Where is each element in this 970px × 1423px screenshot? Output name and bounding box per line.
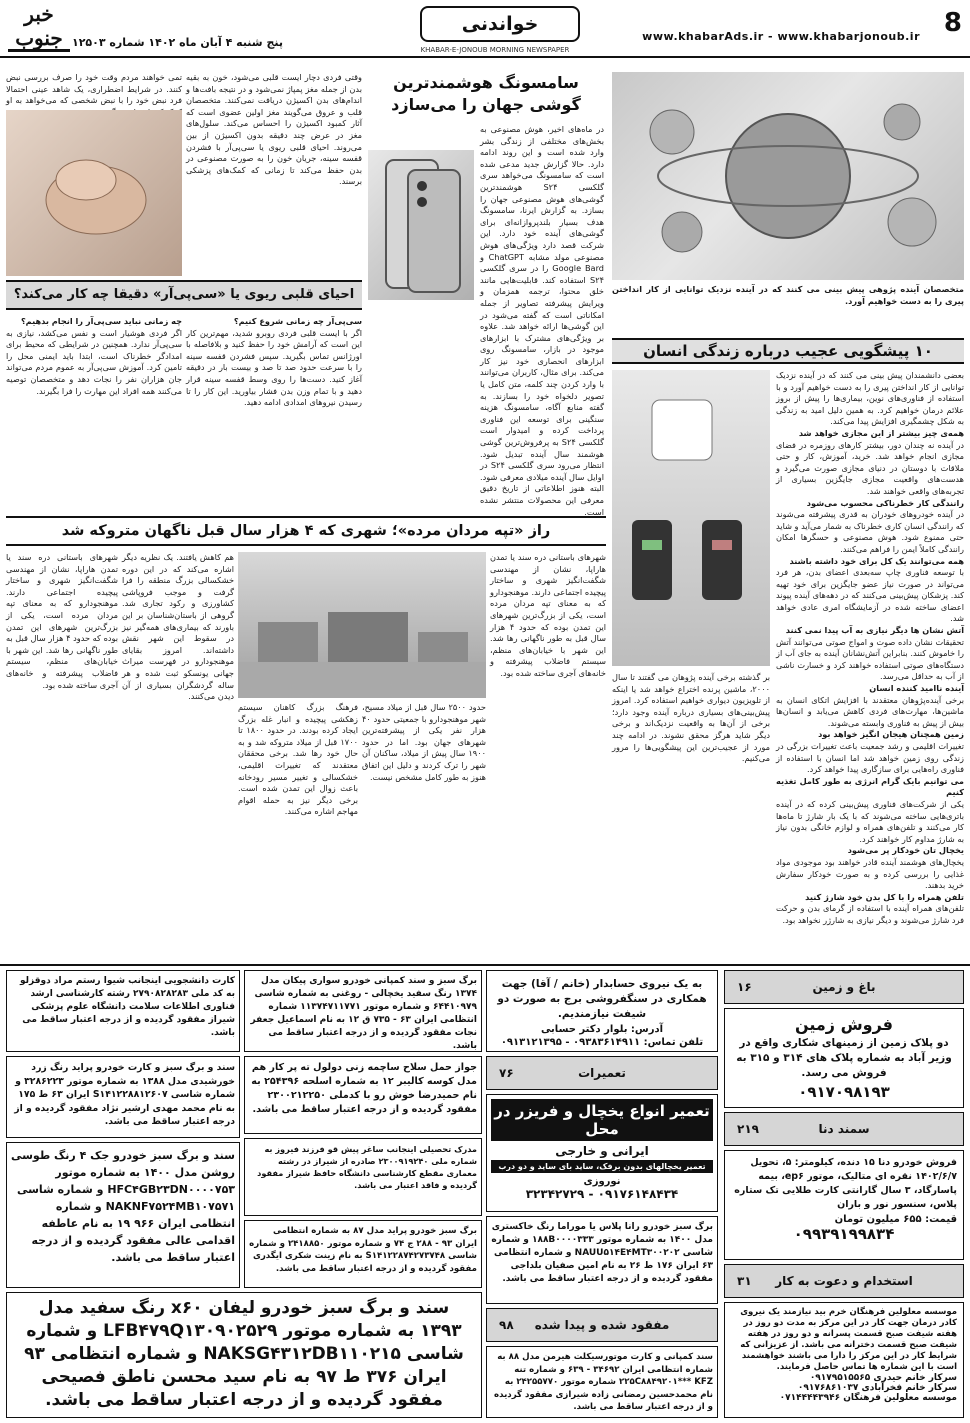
ad-acc-title: به یک نیروی حسابدار (خانم / آقا) جهت همکاری در سنگفروشی برج به صورت دو شیفت نیازمندیم.: [497, 978, 707, 1020]
future-body2: در آینده نه چندان دور، بیشتر کارهای روزمره در فضای مجازی انجام خواهد شد. خرید، آموزش، کار و حتی ملاقات با دوستان در دنیای مجازی صورت می‌گیرد و هدست‌های واقعیت مجازی جایگزین بسیاری از تجربه‌های واقعی خواهند شد.: [776, 439, 964, 496]
ad-job-body: موسسه معلولین فرهنگان خرم بید نیازمند یک نیروی کادر درمان جهت کار در این مرکز به مدت دو روز در هفته شیفت صبح قسمت پسرانه و دو روز در هفته شیفت صبح قسمت دخترانه می باشد. از عزیزانی که شرایط کار در این مرکز را دارا می باشند خواهشمند است با این شماره ها تماس حاصل فرمایند.: [740, 1307, 957, 1372]
future-body9: یخچال‌های هوشمند آینده قادر خواهند بود موجودی مواد غذایی را بررسی کرده و به صورت خودکار سفارش خرید بدهند.: [776, 856, 964, 891]
ad-job-c3: موسسه معلولین فرهنگان ۰۷۱۴۴۴۴۳۹۴۶: [779, 1393, 957, 1403]
classifieds-rule: [0, 964, 970, 966]
heart-body4: اگر فردی هوشیار است و نفس می‌کشد، نیازی به سی‌پی‌آر ندارد. همچنین در شرایطی که محیط برای امدادگر خطرناک است، ابتدا باید ایمنی محل را تامین کرد. آموزش سی‌پی‌آر به عموم مردم می‌تواند جان هزاران نفر را نجات دهد و متخصصان توصیه می‌کنند همه افراد این مهارت را فرا بگیرند.: [6, 327, 182, 396]
future-sub3: رانندگی کار خطرناکی محسوب می‌شود: [806, 497, 964, 508]
heart-sub2: چه زمانی نباید سی‌پی‌آر را انجام بدهیم؟: [20, 316, 182, 326]
future-sub1: متخصصان آینده پژوهی پیش بینی می کنند که در آینده نزدیک توانایی از کار انداختن پیری را به دست خواهیم آورد.: [612, 284, 964, 306]
cat-lost-label: مفقود شده و پیدا شده: [534, 1318, 670, 1332]
future-body7: تغییرات اقلیمی و رشد جمعیت باعث تغییرات بزرگی در زندگی روی زمین خواهد شد اما انسان با استفاده از فناوری راه‌هایی برای سازگاری پیدا خواهد کرد.: [776, 741, 964, 775]
ad-lost1: [6, 970, 240, 1052]
phone-charging-image: [612, 370, 770, 666]
cat-dena-label: سمند دنا: [818, 1122, 870, 1136]
future-col-right: [612, 284, 964, 326]
ad-land: [724, 1008, 964, 1108]
future-sub2: همه‌ی چیز بیشتر از این مجازی خواهد شد: [798, 427, 964, 438]
city-body3: فرهنگ بزرگ کاهنان سیستم زهکشی پیچیده و انبار غله بزرگ ایجاد کرده بودند. در حدود ۱۸۰۰ تا ۱۷۰۰ قبل از میلاد متروکه شد و به حال خود رها شد. برخی محققان معتقدند که تغییرات اقلیمی، خشکسالی و تغییر مسیر رودخانه باعث زوال این تمدن شده است. برخی دیگر نیز به حمله اقوام مهاجم اشاره می‌کنند.: [238, 702, 358, 817]
ad-accountant: [486, 970, 718, 1052]
ad-repair-sub: ایرانی و خارجی: [555, 1144, 649, 1158]
cat-job-label: استخدام و دعوت به کار: [775, 1274, 913, 1288]
ad-lost8: [486, 1216, 718, 1304]
ad-lost2: [244, 970, 482, 1052]
ad-job: [724, 1302, 964, 1418]
samsung-body: در ماه‌های اخیر، هوش مصنوعی به بخش‌های مختلفی از زندگی بشر وارد شده است و این روند ادامه دارد. حالا گزارش جدید مدعی شده است که سامسونگ می‌خواهد سری گلکسی S۲۴ هوشمندترین گوشی‌های هوش مصنوعی جهان را بسازد. به گزارش ایرنا، سامسونگ هدف بسیار بلندپروازانه‌ای برای گوشی‌های آینده خود دارد. این شرکت قصد دارد ویژگی‌های هوش مصنوعی مولد مشابه ChatGPT و Google Bard را در سری گلکسی S۲۴ استفاده کند. قابلیت‌هایی مانند خلق محتوا، ترجمه همزمان و ویرایش پیشرفته تصاویر از جمله امکاناتی است که گفته می‌شود در این گوشی‌ها ارائه خواهد شد. علاوه بر ویژگی‌های مشترک با ابزارهای موجود در بازار، سامسونگ روی ابزارهای انحصاری خود نیز کار می‌کند. برای مثال، کاربران می‌توانند با وارد کردن چند کلمه، متن کامل یا تصویر دلخواه خود را بسازند. به گفته منابع آگاه، سامسونگ هزینه سنگینی برای توسعه این فناوری پرداخت کرده و امیدوار است گلکسی S۲۴ به پرفروش‌ترین گوشی هوشمند سال آینده تبدیل شود. انتظار می‌رود سری گلکسی S۲۴ در اوایل سال آینده میلادی معرفی شود. البته هنوز اطلاعاتی از تاریخ دقیق معرفی این محصولات منتشر نشده است.: [480, 124, 604, 517]
ad-lost5: [6, 1142, 240, 1288]
future-sub7: زمین همچنان هیجان انگیز خواهد بود: [818, 729, 964, 740]
cat-land: [724, 970, 964, 1004]
cat-repair-num: ۷۶: [499, 1066, 514, 1080]
future-illustration: [612, 72, 964, 280]
future-body8: یکی از شرکت‌های فناوری پیش‌بینی کرده که در آینده باتری‌هایی ساخته می‌شوند که با یک بار شارژ تا ماه‌ها کار می‌کنند و تلفن‌های همراه و لوازم خانگی بدون نیاز به شارژ مداوم کار خواهند کرد.: [776, 798, 964, 844]
ad-lost3: [6, 1056, 240, 1138]
ad-dena: [724, 1150, 964, 1260]
globe-icon: [612, 72, 964, 280]
ad-job-c2: سرکار خانم فخرآبادی ۰۹۱۷۶۸۶۱۰۳۷: [797, 1383, 957, 1393]
ad-dena-price: قیمت: ۶۵۵ میلیون تومان: [834, 1214, 957, 1225]
ad-repair-phone: ۰۹۱۷۶۱۴۸۴۳۴ - ۳۲۳۴۲۷۲۹: [525, 1187, 679, 1201]
future-body3: در آینده خودروهای خودران به قدری پیشرفته می‌شوند که رانندگی انسان کاری خطرناک به شمار می‌آید و شاید حتی ممنوع شود. هوش مصنوعی و حسگرها امکان رانندگی کاملاً ایمن را فراهم می‌کنند.: [776, 509, 964, 554]
future-body5: تحقیقات نشان داده صوت و امواج صوتی می‌توانند آتش را خاموش کنند. بنابراین آتش‌نشانان آینده به جای آب از دستگاه‌های صوتی استفاده خواهند کرد و خسارت ناشی از آب به حداقل می‌رسد.: [776, 636, 964, 682]
ad-acc-addr: آدرس: بلوار دکتر حسابی: [540, 1024, 664, 1035]
future-title: ۱۰ پیشگویی عجیب درباره زندگی انسان: [643, 342, 933, 360]
heart-body-left: تمی خواهند مردم وقت خود را صرف بررسی نبض کنند. در شرایط اضطراری، یک شاهد عینی احتمالا فرد نبض خود را با نبض شخصی که می‌خواهد به او: [6, 72, 182, 106]
header-urls: www.khabarAds.ir - www.khabarjonoub.ir: [642, 30, 920, 43]
section-title: خواندنی: [420, 6, 580, 42]
lost9-text: سند کمپانی و کارت موتورسیکلت هیرمن مدل ۸۸ به شماره انتظامی ایران ۳۴۶۹۲ - ۶۳۹ و شماره تنه ۲۲۵C۸۸۴۹۲۰۱*** KFZ شماره موتور ۲۴۲۵۵۷۷۰ به نام محمدحسین رمضانی زاده شیرازی مفقود گردیده و از درجه اعتبار ساقط می باشد.: [494, 1352, 713, 1412]
heart-col-left: [6, 316, 182, 510]
lost8-text: برگ سبز خودرو رانا پلاس یا موراما رنگ خاکستری مدل ۱۴۰۰ به شماره موتور ۱۸۸B۰۰۰۰۳۳۳ و شماره شاسی NAUU۵۱۴E۴MT۳۰۰۲۰۲ و شماره انتظامی ۶۳ ایران ۱۷۶ ط ۲۶ به نام امین صفیان بلداجی مفقود گردیده و از درجه اعتبار ساقط می باشد.: [491, 1222, 713, 1284]
ad-repair-title: تعمیر انواع یخچال و فریزر در محل: [491, 1099, 713, 1141]
future-col-a: [612, 326, 964, 338]
future-sub8: می توانیم بایک گرام انرژی به طور کامل تغذیه کنیم: [776, 775, 964, 798]
future-sub5: آتش نشان ها دیگر نیازی به آب پیدا نمی کنند: [785, 625, 964, 636]
phone-icon: [612, 370, 770, 666]
future-body6: برخی آینده‌پژوهان معتقدند با افزایش اتکای انسان به ماشین‌ها، مهارت‌های فردی کاهش می‌یابد و انسان‌ها بیش از پیش به فناوری وابسته می‌شوند.: [776, 694, 964, 728]
heart-sub1: سی‌پی‌آر چه زمانی شروع کنیم؟: [233, 316, 362, 326]
heart-body3: اگر با ایست قلبی فردی روبرو شدید، مهم‌ترین کار این است که آرامش خود را حفظ کنید و بلافاصله با اورژانس تماس بگیرید. سپس فشردن قفسه سینه را با سرعت حدود صد تا صد و بیست بار در دقیقه آغاز کنید. دست‌ها را روی وسط قفسه سینه قرار دهید و با تمام وزن بدن فشار بیاورید. این کار را تا رسیدن نیروهای امدادی ادامه دهید.: [186, 327, 362, 408]
cat-dena: [724, 1112, 964, 1146]
issue-date: پنج شنبه ۴ آبان ماه ۱۴۰۲ شماره ۱۲۵۰۳: [72, 36, 283, 49]
ad-repair-name: نوروزی: [583, 1176, 621, 1187]
future-title-bar: [612, 338, 964, 364]
ruins-image: [238, 552, 486, 698]
cat-lost-num: ۹۸: [499, 1318, 514, 1332]
future-body-right: [776, 370, 964, 962]
cat-job-num: ۳۱: [737, 1274, 752, 1288]
future-sub10: تلفن همراه را با کل بدن خود شارژ کنید: [805, 891, 964, 902]
cat-land-num: ۱۶: [737, 980, 752, 994]
future-sub4: همه می‌توانند یک کل برای خود داشته باشند: [789, 555, 964, 566]
future-body10: تلفن‌های همراه آینده با استفاده از گرمای بدن و حرکت فرد شارژ می‌شوند و دیگر نیازی به شارژر نخواهد بود.: [776, 903, 964, 925]
cat-land-label: باغ و زمین: [812, 980, 876, 994]
ad-lost4: [244, 1056, 482, 1134]
heart-body1: وقتی فردی دچار ایست قلبی می‌شود، خون به بقیه بدن از جمله مغز پمپاژ نمی‌شود و در نتیجه بافت‌ها و اندام‌های بدن اکسیژن دریافت نمی‌کنند. متخصصان قلب و عروق می‌گویند مغز اولین عضوی است که آثار کمبود اکسیژن را احساس می‌کند. سلول‌های مغز در عرض چند دقیقه بدون اکسیژن از بین می‌روند. احیای قلبی ریوی یا سی‌پی‌آر با فشردن قفسه سینه، جریان خون را به صورت مصنوعی در بدن حفظ می‌کند تا زمانی که کمک‌های پزشکی برسند.: [186, 72, 362, 187]
cpr-image: [6, 110, 182, 276]
city-body5: شهرهای باستانی دره سند یا تمدن هاراپا، نشان از مهندسی شگفت‌انگیز شهری و ساختار پیچیده اجتماعی دارند. موهنجودارو که به معنای تپه مردان مرده است، یکی از بزرگ‌ترین شهرهای این تمدن بوده که حدود ۴ هزار سال قبل به طور ناگهانی رها شد. این شهر با خیابان‌های منظم، سیستم فاضلاب پیشرفته و خانه‌های آجری ساخته شده بود.: [6, 552, 119, 690]
lost2-text: برگ سبز و سند کمپانی خودرو سواری پیکان مدل ۱۳۷۴ رنگ سفید یخچالی - روغنی به شماره شاسی ۶۴۴۱۰۹۷۹ و شماره موتور ۱۱۳۷۴۷۱۱۷۷۱ شماره انتظامی ایران ۶۳ - ۷۳۵ ق ۱۲ به نام اسماعیل جعفر نجات مفقود گردیده و از درجه اعتبار ساقط می باشد.: [250, 976, 477, 1051]
ad-land-phone: ۰۹۱۷۰۹۸۱۹۳: [798, 1083, 890, 1101]
page-number: 8: [943, 8, 962, 38]
ruins-icon: [238, 552, 486, 698]
ad-acc-phone: تلفن تماس: ۰۹۳۸۳۶۱۴۹۱۱ - ۰۹۱۳۱۲۱۳۹۵: [500, 1037, 704, 1048]
ad-land-body: دو پلاک زمین از زمینهای شکاری واقع در وزیر آباد به شماره پلاک های ۳۱۴ و ۳۱۵ به فروش می رسد.: [736, 1037, 952, 1079]
city-title-bar: [6, 516, 606, 546]
lost4-text: جواز حمل سلاح ساچمه زنی دولول ته پر کار هم مدل کوسه کالیبر ۱۲ به شماره اسلحه ۲۵۴۳۹۶ به نام حمیدرضا خوش رو با کدملی ۲۳۰۰۲۱۲۲۵۰ مفقود گردیده و از درجه اعتبار ساقط می باشد.: [251, 1062, 477, 1115]
city-body4: هم کاهش یافتند. یک نظریه دیگر اشاره می‌کند که در این دوره خشکسالی بزرگ منطقه را فرا گرفت و موجب فروپاشی کشاورزی و رکود تجاری شد. گروهی از باستان‌شناسان بر این باورند که بیماری‌های همه‌گیر نیز در سقوط این شهر نقش داشته‌اند. امروز بقایای موهنجودارو در فهرست میراث جهانی یونسکو ثبت شده و هر ساله گردشگران بسیاری از آن دیدن می‌کنند.: [122, 552, 234, 702]
heart-col-right: [186, 316, 362, 510]
ad-land-title: فروش زمین: [794, 1015, 894, 1034]
heart-title: احیای قلبی ریوی یا «سی‌پی‌آر» دقیقا چه کار می‌کند؟: [13, 287, 355, 302]
lost5-text: سند و برگ سبز خودرو جک ۴ رنگ طوسی روشن مدل ۱۴۰۰ به شماره موتور HFC۴GB۲۳DN۰۰۰۰۷۵۳ و شماره شاسی NAKNF۷۵۲۴MB۱۰۷۵۷۱ و شماره انتظامی ایران ۹۶۶ ۱۹ به نام عاطفه اقدامی عالی مفقود گردیده و از درجه اعتبار ساقط می باشد.: [10, 1149, 235, 1264]
future-body4: با توسعه فناوری چاپ سه‌بعدی اعضای بدن، هر فرد می‌تواند در صورت نیاز عضو جایگزین برای خود تهیه کند. پزشکان پیش‌بینی می‌کنند که در دهه‌های آینده پیوند اعضای ساخته شده در آزمایشگاه امری عادی خواهد شد.: [776, 567, 964, 624]
future-sub6: آینده ناامید کننده انسان: [869, 683, 964, 694]
ad-job-c1: سرکار خانم حیدری ۰۹۱۷۹۵۱۵۵۶۵: [809, 1373, 957, 1383]
ad-dena-body: فروش خودرو دنا ۱۵ دنده، کیلومتر: ۵، تحویل ۱۴۰۲/۶/۷ نقره ای متالیک، موتور ep۶، بیمه پاسارگاد، ۳ سال گارانتی کارت طلایی تک ستاره پلاس، سنسور نور و باران: [734, 1157, 957, 1210]
ad-lost7: [244, 1220, 482, 1288]
lost7-text: برگ سبز خودرو پراید مدل ۸۷ به شماره انتظامی ایران ۹۳ - ۲۸۸ ج ۷۴ و شماره موتور ۲۴۱۸۸۵۰ و شماره شاسی S۱۴۱۲۲۸۷۴۲۷۳۷۴۸ به نام زینت شکری ایگدری مفقود گردیده و از درجه اعتبار ساقط می باشد.: [249, 1226, 477, 1274]
samsung-body-lower: [368, 304, 478, 510]
city-body2: حدود ۲۵۰۰ سال قبل از میلاد مسیح، شهر موهنجودارو با جمعیتی حدود ۴۰ هزار نفر یکی از پیشرفته‌ترین شهرهای جهان بود. اما در حدود ۱۹۰۰ سال پیش از میلاد، ساکنان آن شهر را ترک کردند و دلیل این اتفاق هنوز به طور کامل مشخص نیست.: [362, 702, 486, 782]
ad-lost10: [6, 1292, 482, 1418]
future-sub9: یخچال تان خودکار پر می‌شود: [847, 845, 964, 856]
header-rule: [0, 56, 970, 58]
ad-lost6: [244, 1138, 482, 1216]
future-body-left: بر گذشته برخی آینده پژوهان می گفتند تا سال ۲۰۰۰، ماشین پرنده اختراع خواهد شد یا اینکه از تلویزیون دیواری خواهیم استفاده کرد. امروز پیش‌بینی‌های بسیاری درباره آینده وجود دارد؛ برخی از آن‌ها به واقعیت نزدیک‌اند و برخی دیگر شاید هرگز محقق نشوند. در ادامه چند مورد از عجیب‌ترین این پیشگویی‌ها را مرور می‌کنیم.: [612, 672, 770, 764]
header-subtitle: KHABAR-E-JONOUB MORNING NEWSPAPER: [420, 46, 570, 54]
cat-dena-num: ۲۱۹: [737, 1122, 759, 1136]
lost6-text: مدرک تحصیلی اینجانب ساغر پیش قو فرزند فیروز به شماره ملی ۲۳۰۰۹۱۹۲۴۰ صادره از شیراز در رشته معماری مقطع کارشناسی دانشگاه حافظ شیراز مفقود گردیده و فاقد اعتبار می باشد.: [257, 1144, 477, 1190]
logo: خبر جنوب: [8, 2, 70, 52]
heart-title-bar: [6, 280, 362, 310]
ad-dena-phone: ۰۹۹۳۹۱۹۹۸۳۴: [793, 1225, 895, 1243]
city-title: راز «تپه مردان مرده»؛ شهری که ۴ هزار سال قبل ناگهان متروکه شد: [61, 523, 551, 539]
cat-job: [724, 1264, 964, 1298]
samsung-title: سامسونگ هوشمندترین گوشی جهان را می‌سازد: [391, 73, 581, 114]
ad-lost9: [486, 1346, 718, 1418]
hands-icon: [6, 110, 182, 276]
page-header: [0, 0, 970, 58]
future-body1: بعضی دانشمندان پیش بینی می کنند که در آینده نزدیک توانایی از کار انداختن پیری را به دست خواهیم آورد و با استفاده از فناوری‌های نوین، بیماری‌ها را پیش از بروز علائم درمان خواهیم کرد. به همین دلیل امید به زندگی به شکل چشمگیری افزایش پیدا می‌کند.: [776, 370, 964, 427]
cat-repair: [486, 1056, 718, 1090]
city-body1: شهرهای باستانی دره سند یا تمدن هاراپا، نشان از مهندسی شگفت‌انگیز شهری و ساختار پیچیده اجتماعی دارند. موهنجودارو که به معنای تپه مردان مرده است، یکی از بزرگ‌ترین شهرهای این تمدن بوده که حدود ۴ هزار سال قبل به طور ناگهانی رها شد. این شهر با خیابان‌های منظم، سیستم فاضلاب پیشرفته و خانه‌های آجری ساخته شده بود.: [490, 552, 607, 678]
ad-repair: [486, 1094, 718, 1212]
cat-lost: [486, 1308, 718, 1342]
cat-repair-label: تعمیرات: [578, 1066, 626, 1080]
lost3-text: سند و برگ سبز و کارت خودرو پراید رنگ زرد خورشیدی مدل ۱۳۸۸ به شماره موتور ۳۲۸۶۲۲۳ و شماره شاسی S۱۴۱۲۲۸۸۱۲۶۰۷ ایران ۶۳ ط ۱۷۵ به نام محمد مهدی ارشیر نژاد مفقود گردیده و از درجه اعتبار ساقط می باشد.: [14, 1062, 235, 1127]
lost10-text: سند و برگ سبز خودرو لیفان x۶۰ رنگ سفید مدل ۱۳۹۳ به شماره موتور LFB۴۷۹Q۱۳۰۹۰۲۵۲۹ و شماره شاسی NAKSG۴۳۱۲DB۱۱۰۲۱۵ و شماره انتظامی ۹۳ ایران ۳۷۶ ط ۹۷ به نام سید محسن ناطق فصیحی مفقود گردیده و از درجه اعتبار ساقط می باشد.: [24, 1298, 464, 1410]
ad-repair-sub2: تعمیر یخچالهای بدون برفک، ساید بای ساید و دو درب: [491, 1160, 713, 1173]
lost1-text: کارت دانشجویی اینجانب شیوا رستم مراد دوقزلو به کد ملی ۲۷۹۰۸۲۸۲۸۳ رشته کارشناسی ارشد فناوری اطلاعات سلامت دانشگاه علوم پزشکی شیراز مفقود گردیده و از درجه اعتبار ساقط می باشد.: [19, 976, 235, 1038]
